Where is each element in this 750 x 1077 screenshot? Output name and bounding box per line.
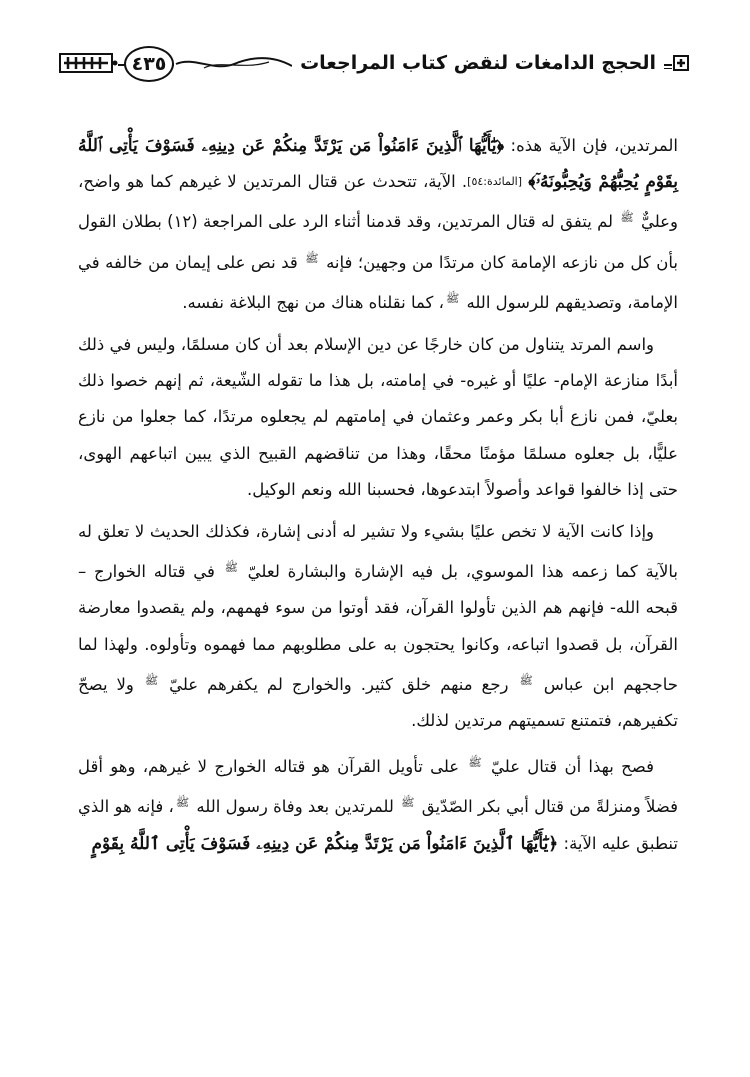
- honorific-symbol: ﷺ: [468, 756, 482, 770]
- paragraph-2: واسم المرتد يتناول من كان خارجًا عن دين الإسلام بعد أن كان مسلمًا، وليس في ذلك أبدًا منازعة الإمام- عليًا أو غيره- في إمامته، بل هذا ما تقوله الشّيعة، ثم إنهم خصوا ذلك بعليّ، فمن نازع أبا بكر وعمر وعثمان في إمامتهم لم يجعلوه مرتدًا، كما جعلوا من نازع عليًّا، بل جعلوه مسلمًا مؤمنًا محقًا، وهذا من تناقضهم القبيح الذي يبين اتباعهم الهوى، حتى إذا خالفوا قواعد وأصولاً ابتدعوها، فحسبنا الله ونعم الوكيل.: [78, 335, 678, 499]
- text-run: ، كما نقلناه هناك من نهج البلاغة نفسه.: [182, 292, 444, 312]
- text-run: ولا يصحّ تكفيرهم، فتمتنع تسميتهم مرتدين لذلك.: [78, 674, 678, 731]
- text-run: قد نص على إيمان من خالفه في الإمامة، وتصديقهم للرسول الله: [78, 252, 678, 312]
- verse-reference: [المائدة:٥٤]: [467, 175, 523, 189]
- honorific-symbol: ﷺ: [519, 673, 533, 687]
- paragraph-3: [78, 514, 678, 739]
- honorific-symbol: ﷺ: [305, 251, 319, 265]
- page-header: [58, 42, 690, 82]
- quran-verse: ﴿يَٰٓأَيُّهَا ٱلَّذِينَ ءَامَنُواْ مَن يَرْتَدَّ مِنكُمْ عَن دِينِهِۦ فَسَوْفَ يَأْتِى ٱللَّهُ بِقَوْمٍ يُحِبُّهُمْ وَيُحِبُّونَهُۥٓ﴾: [78, 136, 678, 193]
- text-run: للمرتدين بعد وفاة رسول الله: [191, 797, 400, 817]
- running-title: الحجج الدامغات لنقض كتاب المراجعات: [292, 46, 664, 80]
- honorific-symbol: ﷺ: [144, 673, 159, 687]
- body-text: [78, 128, 678, 862]
- honorific-symbol: ﷺ: [445, 291, 460, 305]
- ornament-right-icon: [672, 54, 690, 72]
- text-run: في قتاله الخوارج – قبحه الله- فإنهم هم الذين تأولوا القرآن، فقد أوتوا من سوء فهمهم، ولم يقصدوا معارضة القرآن، بل قصدوا اتباعه، وكانوا يحتجون به على مطلوبهم مما فهموه وتأولوه. ولهذا لما حاججهم ابن عباس: [78, 562, 678, 694]
- honorific-symbol: ﷺ: [401, 796, 415, 810]
- text-run: رجع منهم خلق كثير. والخوارج لم يكفرهم عليّ: [160, 674, 518, 694]
- paragraph-4: [78, 745, 678, 862]
- text-run: فصح بهذا أن قتال عليّ: [483, 757, 654, 777]
- honorific-symbol: ﷺ: [175, 796, 190, 810]
- quran-verse: ﴿يَٰٓأَيُّهَا ٱلَّذِينَ ءَامَنُواْ مَن يَرْتَدَّ مِنكُمْ عَن دِينِهِۦ فَسَوْفَ يَأْتِى ٱللَّهُ بِقَوْمٍ: [91, 833, 559, 854]
- honorific-symbol: ﷺ: [224, 561, 238, 575]
- text-run: . الآية، تتحدث عن قتال المرتدين لا غيرهم كما هو واضح، وعليٌّ: [78, 172, 678, 232]
- text-run: على تأويل القرآن هو قتاله الخوارج لا غيرهم، وهو أقل فضلاً ومنزلةً من قتال أبي بكر الصّدّيق: [78, 757, 678, 817]
- text-run: ، فإنه هو الذي تنطبق عليه الآية:: [78, 797, 678, 853]
- paragraph-1: [78, 128, 678, 321]
- text-run: لم يتفق له قتال المرتدين، وقد قدمنا أثناء الرد على المراجعة (١٢) بطلان القول بأن كل من نازعه الإمامة كان مرتدًا من وجهين؛ فإنه: [78, 212, 678, 272]
- text-run: وإذا كانت الآية لا تخص عليًا بشيء ولا تشير له أدنى إشارة، فكذلك الحديث لا تعلق له بالآية كما زعمه هذا الموسوي، بل فيه الإشارة والبشارة لعليّ: [78, 522, 678, 582]
- swash-ornament-icon: [174, 54, 294, 74]
- page-number: ٤٣٥: [124, 46, 174, 82]
- honorific-symbol: ﷺ: [620, 211, 634, 225]
- ornament-left-icon: [58, 51, 118, 75]
- text-run: المرتدين، فإن الآية هذه:: [504, 136, 678, 155]
